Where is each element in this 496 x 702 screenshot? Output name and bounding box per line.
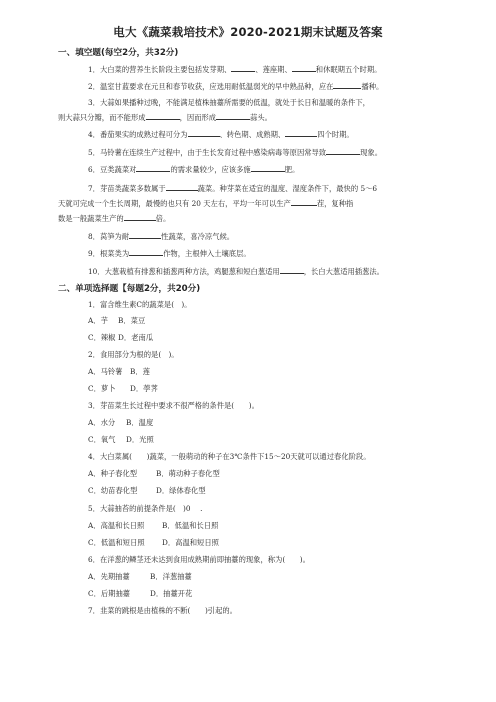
answer-blank: [231, 64, 255, 72]
option: B．菜豆: [118, 316, 146, 325]
answer-blank: [292, 64, 316, 72]
answer-blank: [166, 183, 198, 191]
option: A．芋: [88, 316, 108, 325]
option: C．低温和短日照: [88, 538, 145, 547]
question-2: 2．温室甘蓝要求在元旦和春节收获，应选用耐低温弱光的早中熟品种，应在 播种。: [88, 82, 384, 91]
option: C．氧气: [88, 435, 116, 444]
option: A．高温和长日照: [88, 521, 145, 530]
answer-blank: [285, 129, 317, 137]
answer-blank: [129, 248, 163, 256]
answer-blank: [124, 213, 156, 221]
option: D．抽薹开花: [150, 589, 193, 598]
mc-options-row: [88, 572, 192, 582]
option: D．绿体春化型: [156, 486, 206, 495]
mc-options-row: [88, 589, 193, 599]
option: A．种子春化型: [88, 469, 138, 478]
mc-options-row: [88, 538, 219, 548]
option: A．水分: [88, 418, 116, 427]
option: A．马铃薯: [88, 367, 123, 376]
answer-blank: [291, 198, 317, 206]
mc-options-row: [88, 435, 154, 445]
answer-blank: [129, 231, 161, 239]
question-4: 4．番茄果实的成熟过程可分为 、转色期、成熟期、 四个时期。: [88, 130, 354, 139]
option: D．高温和短日照: [162, 538, 219, 547]
mc-question: 6．在洋葱的鳞茎还未达到食用成熟期前即抽薹的现象，称为( )。: [88, 555, 310, 564]
option: A．先期抽薹: [88, 572, 130, 581]
option: C．辣椒: [88, 333, 116, 342]
mc-options-row: [88, 367, 150, 377]
option: C．幼苗春化型: [88, 486, 138, 495]
option: B．莲: [130, 367, 150, 376]
mc-options-row: [88, 521, 219, 531]
question-8: 8．莴笋为耐 性蔬菜，喜冷凉气候。: [88, 232, 235, 241]
mc-question: 3．芽苗菜生长过程中要求不很严格的条件是( )。: [88, 401, 259, 410]
mc-options-row: [88, 486, 206, 496]
option: C．后期抽薹: [88, 589, 131, 598]
option: C．萝卜: [88, 384, 116, 393]
question-7-cont-1: 天就可完成一个生长周期，最慢的也只有 20 天左右，平均一年可以生产 茬，复种指: [58, 199, 354, 208]
mc-question: 4．大白菜属( )蔬菜，一般萌动的种子在3℃条件下15～20天就可以通过春化阶段。: [88, 452, 371, 461]
answer-blank: [188, 129, 220, 137]
question-3-cont: 则大蒜只分瓣，而不能形成 ，因而形成 蒜头。: [58, 113, 272, 122]
mc-question: 2．食用部分为根的是( )。: [88, 350, 179, 359]
option: B．低温和长日照: [162, 521, 219, 530]
option: D．老南瓜: [118, 333, 154, 342]
answer-blank: [280, 266, 304, 274]
option: D．荸荠: [130, 384, 158, 393]
answer-blank: [326, 147, 360, 155]
question-9: 9．根菜类为 作物，主根伸入土壤底层。: [88, 249, 251, 258]
answer-blank: [146, 112, 180, 120]
question-5: 5．马铃薯在连续生产过程中，由于生长发育过程中感染病毒等原因常导致 现象。: [88, 148, 383, 157]
mc-options-row: [88, 469, 220, 479]
question-7: 7．芽苗类蔬菜多数属于 蔬菜。种芽菜在适宜的温度、湿度条件下，最快的 5～6: [88, 184, 378, 193]
answer-blank: [251, 164, 285, 172]
question-10: 10．大葱栽植有排葱和插葱两种方法，鸡腿葱和短白葱适用 ，长白大葱适用插葱法。: [88, 267, 384, 276]
question-3: 3．大蒜如果播种过晚，不能满足植株抽薹所需要的低温，就处于长日和温暖的条件下，: [88, 98, 370, 107]
mc-options-row: [88, 418, 154, 428]
mc-question: 5．大蒜抽苔的前提条件是( )0 .: [88, 504, 203, 513]
answer-blank: [216, 112, 250, 120]
question-1: 1．大白菜的营养生长阶段主要包括发芽期、 、莲座期、 和休眠期五个时期。: [88, 65, 382, 74]
section-heading-fill-blank: 一、填空题(每空2分，共32分): [58, 48, 179, 58]
mc-options-row: [88, 316, 146, 326]
question-7-cont-2: 数是一般蔬菜生产的 倍。: [58, 214, 171, 223]
option: D．光照: [126, 435, 154, 444]
option: B．萌动种子春化型: [156, 469, 220, 478]
question-6: 6．豆类蔬菜对 的需求量较少，应该多施 肥。: [88, 165, 300, 174]
answer-blank: [333, 81, 361, 89]
option: B．洋葱抽薹: [150, 572, 192, 581]
mc-question: 7．韭菜的跳根是由植株的不断( )引起的。: [88, 606, 237, 615]
document-title: 电大《蔬菜栽培技术》2020-2021期末试题及答案: [113, 25, 383, 39]
section-heading-single-choice: 二、单项选择题【每题2分，共20分): [58, 284, 201, 294]
answer-blank: [136, 164, 170, 172]
option: B．温度: [126, 418, 154, 427]
mc-options-row: [88, 333, 154, 343]
mc-question: 1．富含维生素C的蔬菜是( )。: [88, 300, 192, 309]
mc-options-row: [88, 384, 158, 394]
